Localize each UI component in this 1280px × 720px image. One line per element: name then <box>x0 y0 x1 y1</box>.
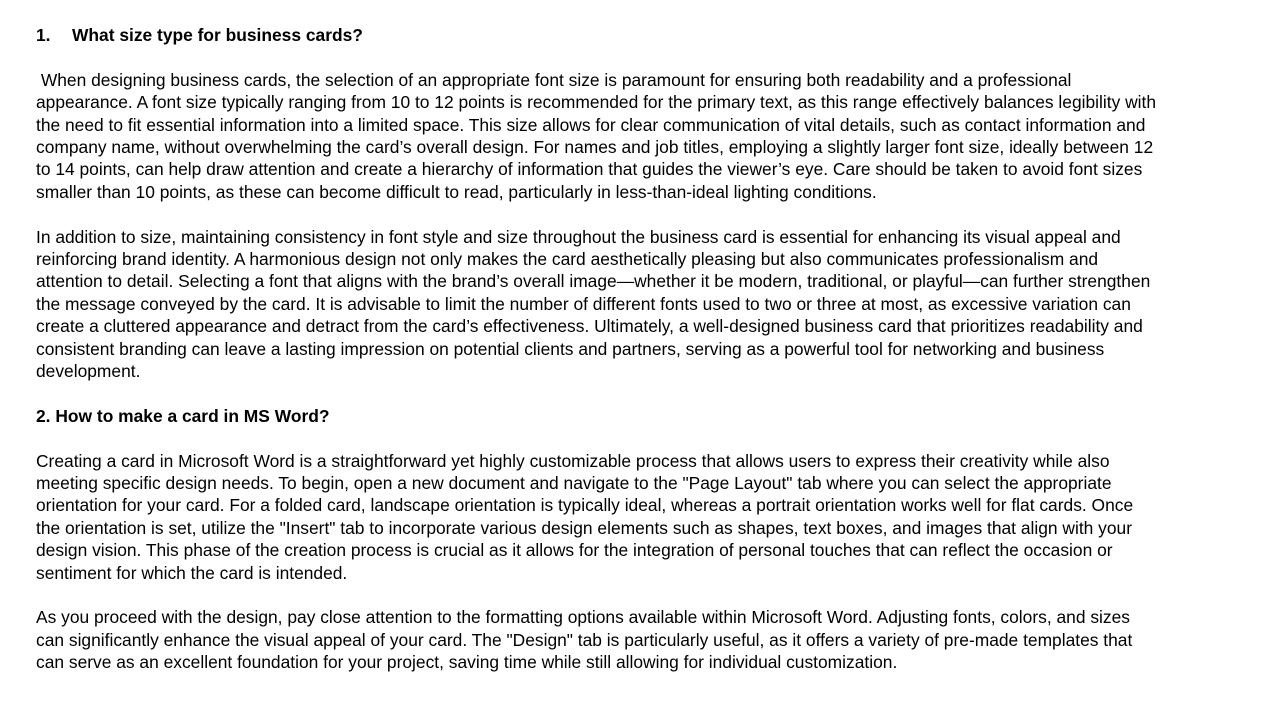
text-line: appearance. A font size typically ranging from 10 to 12 points is recommended for the primary text, as this range effectively balances legibility with <box>36 92 1157 113</box>
spacer <box>36 46 1242 68</box>
spacer <box>36 427 1242 449</box>
text-line: attention to detail. Selecting a font that aligns with the brand’s overall image—whether it be modern, traditional, or playful—can further strengthen <box>36 271 1151 292</box>
section-1-title: What size type for business cards? <box>72 25 363 45</box>
spacer <box>36 382 1242 404</box>
text-line: orientation for your card. For a folded card, landscape orientation is typically ideal, whereas a portrait orientation works well for flat cards. Once <box>36 495 1134 516</box>
text-line: meeting specific design needs. To begin, open a new document and navigate to the "Page Layout" tab where you can select the appropriate <box>36 473 1112 494</box>
text-line: reinforcing brand identity. A harmonious design not only makes the card aesthetically pleasing but also communicates professionalism and <box>36 249 1099 270</box>
text-line: As you proceed with the design, pay close attention to the formatting options available within Microsoft Word. Adjusting fonts, colors, and sizes <box>36 607 1130 628</box>
text-line: consistent branding can leave a lasting impression on potential clients and partners, serving as a powerful tool for networking and business <box>36 338 1105 359</box>
text-line: the message conveyed by the card. It is advisable to limit the number of different fonts used to two or three at most, as excessive variation can <box>36 293 1131 314</box>
text-line: company name, without overwhelming the card’s overall design. For names and job titles, employing a slightly larger font size, ideally between 12 <box>36 137 1154 158</box>
text-line: the need to fit essential information into a limited space. This size allows for clear communication of vital details, such as contact information and <box>36 114 1146 135</box>
text-line: create a cluttered appearance and detract from the card’s effectiveness. Ultimately, a well-designed business card that prioritizes readability and <box>36 316 1143 337</box>
section-2-title: How to make a card in MS Word? <box>55 405 330 426</box>
document-body <box>36 24 1242 674</box>
section-1-number: 1. <box>36 25 51 45</box>
section-1-paragraph-1 <box>36 69 1242 203</box>
text-line: can serve as an excellent foundation for your project, saving time while still allowing for individual customization. <box>36 652 898 673</box>
text-line: In addition to size, maintaining consistency in font style and size throughout the business card is essential for enhancing its visual appeal and <box>36 226 1121 247</box>
text-line: When designing business cards, the selection of an appropriate font size is paramount for ensuring both readability and a professional <box>36 69 1072 90</box>
text-line: to 14 points, can help draw attention and create a hierarchy of information that guides the viewer’s eye. Care should be taken to avoid font sizes <box>36 159 1143 180</box>
text-line: the orientation is set, utilize the "Insert" tab to incorporate various design elements such as shapes, text boxes, and images that align with your <box>36 517 1133 538</box>
spacer <box>36 584 1242 606</box>
text-line: can significantly enhance the visual appeal of your card. The "Design" tab is particularly useful, as it offers a variety of pre-made templates that <box>36 629 1133 650</box>
section-2-paragraph-2 <box>36 606 1242 673</box>
section-2-heading <box>36 405 1242 427</box>
section-1-heading <box>36 24 1242 46</box>
text-line: smaller than 10 points, as these can become difficult to read, particularly in less-than-ideal lighting conditions. <box>36 181 877 202</box>
text-line: Creating a card in Microsoft Word is a straightforward yet highly customizable process that allows users to express their creativity while also <box>36 450 1110 471</box>
spacer <box>36 203 1242 225</box>
text-line: development. <box>36 361 141 382</box>
section-1-paragraph-2 <box>36 226 1242 383</box>
section-2-number: 2. <box>36 405 51 426</box>
text-line: sentiment for which the card is intended. <box>36 562 348 583</box>
section-2-paragraph-1 <box>36 450 1242 584</box>
text-line: design vision. This phase of the creation process is crucial as it allows for the integration of personal touches that can reflect the occasion or <box>36 540 1113 561</box>
